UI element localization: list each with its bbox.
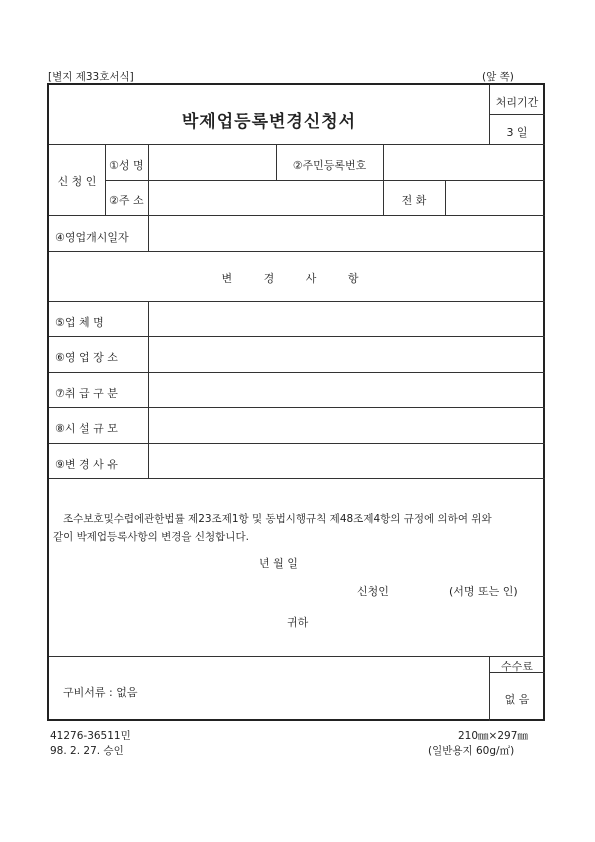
resident-number-label: ②주민등록번호 <box>292 159 367 172</box>
divider <box>489 672 545 673</box>
addressee: 귀하 <box>287 616 309 629</box>
processing-period-value: 3 일 <box>506 126 528 139</box>
divider <box>49 372 545 373</box>
divider <box>49 215 545 216</box>
fee-value: 없 음 <box>504 693 530 706</box>
divider <box>445 181 446 215</box>
name-label: ①성 명 <box>109 159 144 172</box>
application-form <box>47 83 545 721</box>
applicant-group-label: 신 청 인 <box>57 175 97 188</box>
change-reason-label: ⑨변 경 사 유 <box>55 458 118 471</box>
divider <box>49 656 545 657</box>
approval-date: 98. 2. 27. 승인 <box>50 745 124 757</box>
fee-label: 수수료 <box>501 660 533 673</box>
changes-heading: 변 경 사 항 <box>221 272 373 285</box>
divider <box>489 114 545 115</box>
date-line: 년 월 일 <box>259 557 298 570</box>
divider <box>49 336 545 337</box>
paper-size: 210㎜×297㎜ <box>458 730 528 742</box>
page-side-label: (앞 쪽) <box>482 71 514 83</box>
divider <box>148 216 149 251</box>
divider <box>148 302 149 478</box>
divider <box>49 251 545 252</box>
handling-category-label: ⑦취 급 구 분 <box>55 387 118 400</box>
paper-weight: (일반용지 60g/㎡) <box>428 745 515 757</box>
processing-period-label: 처리기간 <box>495 96 539 109</box>
form-number: [별지 제33호서식] <box>48 71 134 83</box>
phone-label: 전 화 <box>401 194 427 207</box>
form-code: 41276-36511민 <box>50 730 131 742</box>
divider <box>105 180 545 181</box>
facility-scale-label: ⑧시 설 규 모 <box>55 422 118 435</box>
required-documents: 구비서류 : 없음 <box>63 686 138 699</box>
divider <box>49 144 545 145</box>
statement-line-2: 같이 박제업등록사항의 변경을 신청합니다. <box>53 531 249 543</box>
divider <box>49 301 545 302</box>
form-title: 박제업등록변경신청서 <box>181 112 357 132</box>
business-location-label: ⑥영 업 장 소 <box>55 351 118 364</box>
address-label: ②주 소 <box>109 194 144 207</box>
business-start-label: ④영업개시일자 <box>55 231 129 244</box>
applicant-sign-label: 신청인 <box>357 585 389 598</box>
divider <box>383 145 384 180</box>
company-name-label: ⑤업 체 명 <box>55 316 104 329</box>
divider <box>49 443 545 444</box>
signature-note: (서명 또는 인) <box>449 585 518 598</box>
statement-line-1: 조수보호및수렵에관한법률 제23조제1항 및 동법시행규칙 제48조제4항의 규정에 의하여 위와 <box>63 513 492 525</box>
divider <box>49 407 545 408</box>
divider <box>49 478 545 479</box>
